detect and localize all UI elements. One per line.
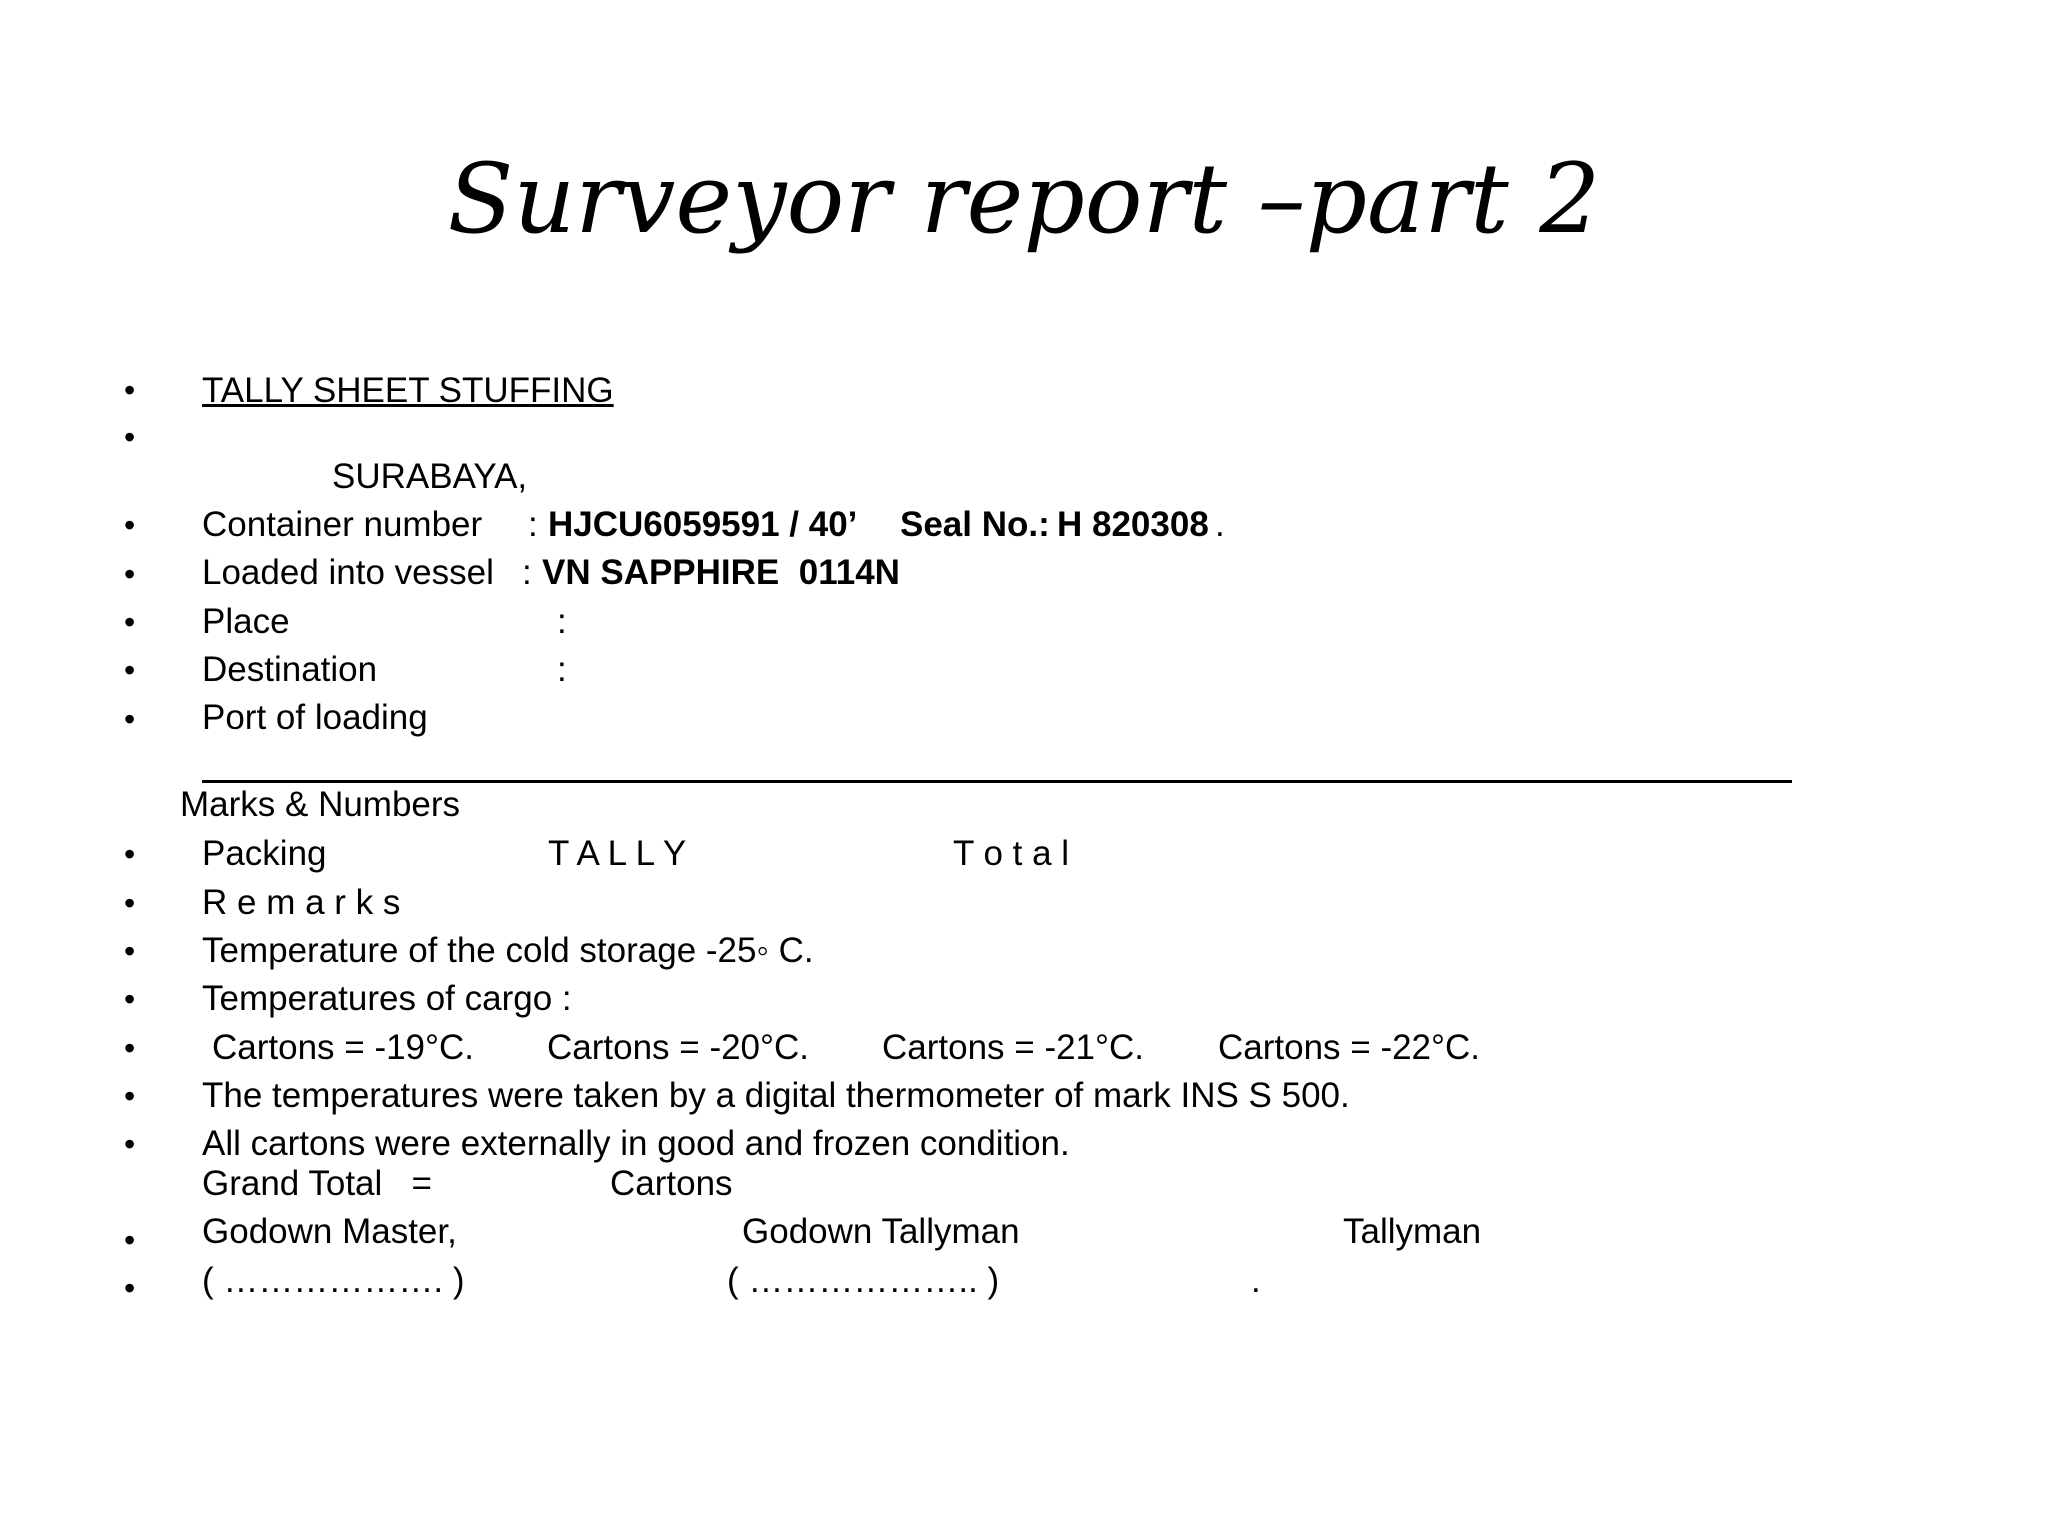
signature-godown-tallyman: Godown Tallyman [742, 1212, 1020, 1251]
separator-line [202, 780, 1792, 783]
vessel-label: Loaded into vessel [202, 553, 494, 592]
vessel-sep: : [522, 553, 532, 592]
port-of-loading-label: Port of loading [202, 698, 428, 737]
bullet: • [124, 419, 136, 455]
place-sep: : [557, 602, 567, 641]
bullet: • [124, 885, 136, 921]
bullet: • [124, 1270, 136, 1306]
slide-title: Surveyor report –part 2 [447, 143, 1601, 255]
sign-blank-1: ( ………………. ) [202, 1261, 465, 1300]
sign-blank-3: . [1251, 1261, 1261, 1300]
container-sep: : [528, 505, 538, 544]
place-label: Place [202, 602, 290, 641]
carton-temp-1: Cartons = -19°C. [212, 1028, 475, 1067]
container-value: HJCU6059591 / 40’ [548, 505, 858, 544]
tally-sheet-heading: TALLY SHEET STUFFING [202, 371, 614, 410]
container-label: Container number [202, 505, 483, 544]
signature-tallyman: Tallyman [1343, 1212, 1482, 1251]
bullet: • [124, 556, 136, 592]
destination-label: Destination [202, 650, 378, 689]
bullet: • [124, 1030, 136, 1066]
bullet: • [124, 1126, 136, 1162]
bullet: • [124, 1078, 136, 1114]
carton-temp-2: Cartons = -20°C. [547, 1028, 810, 1067]
sign-blank-2: ( ……………….. ) [727, 1261, 1000, 1300]
bullet: • [124, 507, 136, 543]
packing-label: Packing [202, 834, 327, 873]
thermometer-note: The temperatures were taken by a digital thermometer of mark INS S 500. [202, 1076, 1350, 1115]
grand-total-label: Grand Total = [202, 1164, 432, 1203]
seal-end: . [1215, 505, 1225, 544]
signature-godown-master: Godown Master, [202, 1212, 457, 1251]
bullet: • [124, 604, 136, 640]
carton-temp-4: Cartons = -22°C. [1218, 1028, 1481, 1067]
cargo-temps-label: Temperatures of cargo : [202, 979, 572, 1018]
remarks-label: R e m a r k s [202, 883, 401, 922]
marks-numbers-label: Marks & Numbers [180, 785, 461, 824]
tally-label: T A L L Y [548, 834, 687, 873]
seal-value: H 820308 [1057, 505, 1209, 544]
bullet: • [124, 836, 136, 872]
destination-sep: : [557, 650, 567, 689]
bullet: • [124, 981, 136, 1017]
cold-storage-temp: Temperature of the cold storage -25◦ C. [202, 931, 814, 970]
bullet: • [124, 652, 136, 688]
bullet: • [124, 933, 136, 969]
carton-temp-3: Cartons = -21°C. [882, 1028, 1145, 1067]
vessel-value: VN SAPPHIRE 0114N [542, 553, 900, 592]
bullet: • [124, 701, 136, 737]
bullet: • [124, 1222, 136, 1258]
total-label: T o t a l [953, 834, 1070, 873]
grand-total-unit: Cartons [610, 1164, 733, 1203]
bullet: • [124, 372, 136, 408]
city: SURABAYA, [332, 457, 528, 496]
seal-label: Seal No.: [900, 505, 1050, 544]
condition-note: All cartons were externally in good and frozen condition. [202, 1124, 1070, 1163]
